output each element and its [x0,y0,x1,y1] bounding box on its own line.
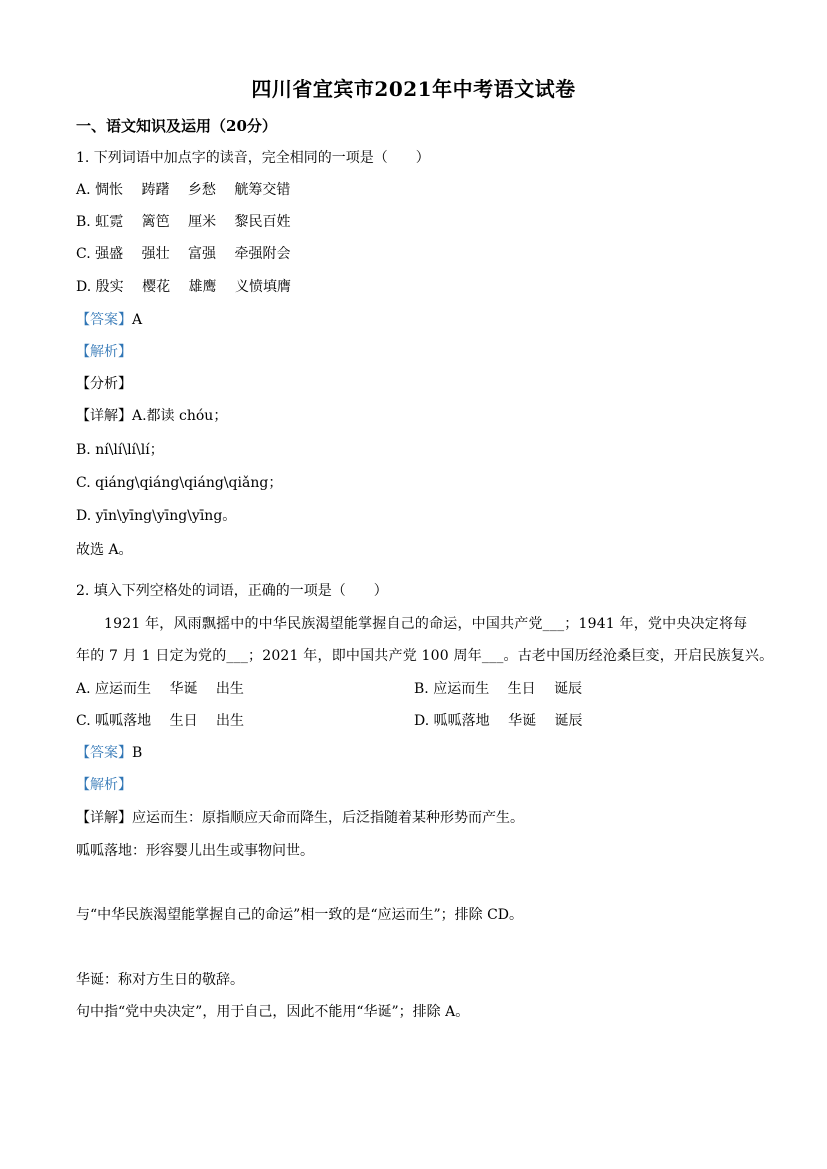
q1-detail-1: A.都读 chóu； [132,408,228,424]
document-title: 四川省宜宾市2021年中考语文试卷 [251,77,576,101]
q2-detail-line [76,808,524,828]
detail-tag: 【详解】 [76,408,132,424]
q2-detail-4: 华诞：称对方生日的敬辞。 [76,972,244,988]
q2-option-a: A. 应运而生 华诞 出生 [76,681,244,697]
q2-stem: 2. 填入下列空格处的词语，正确的一项是（ ） [76,583,388,599]
fenxi-tag: 【分析】 [76,376,132,392]
q1-detail-2: B. ní\lí\lí\lí； [76,442,164,458]
q1-option-c: C. 强盛 强壮 富强 牵强附会 [76,246,291,262]
answer-tag: 【答案】 [76,312,132,328]
q1-option-a: A. 惆怅 踌躇 乡愁 觥筹交错 [76,182,291,198]
q1-detail-4: D. yīn\yīng\yīng\yīng。 [76,508,237,524]
q2-option-b: B. 应运而生 生日 诞辰 [414,681,583,697]
detail-tag: 【详解】 [76,810,132,826]
q1-option-b: B. 虹霓 篱笆 厘米 黎民百姓 [76,214,291,230]
q2-option-d: D. 呱呱落地 华诞 诞辰 [414,713,583,729]
q2-detail-3: 与“中华民族渴望能掌握自己的命运”相一致的是“应运而生”；排除 CD。 [76,907,524,923]
q1-answer-line [76,310,142,330]
answer-tag: 【答案】 [76,745,132,761]
q2-option-c: C. 呱呱落地 生日 出生 [76,713,245,729]
q1-detail-line [76,406,227,426]
q2-passage-line-1: 1921 年，风雨飘摇中的中华民族渴望能掌握自己的命运，中国共产党___；1941 年，党中央决定将每 [104,616,748,632]
q2-answer-line [76,743,142,763]
analysis-tag: 【解析】 [76,777,132,793]
analysis-tag: 【解析】 [76,344,132,360]
answer-value: B [132,745,143,761]
q1-conclusion: 故选 A。 [76,542,133,558]
q1-stem: 1. 下列词语中加点字的读音，完全相同的一项是（ ） [76,150,430,166]
section-heading: 一、语文知识及运用（20分） [76,117,277,135]
q1-option-d: D. 殷实 樱花 雄鹰 义愤填膺 [76,279,291,295]
q2-passage-line-2: 年的 7 月 1 日定为党的___；2021 年，即中国共产党 100 周年___。古老中国历经沧桑巨变，开启民族复兴。 [76,648,774,664]
q2-detail-2: 呱呱落地：形容婴儿出生或事物问世。 [76,843,314,859]
q1-detail-3: C. qiáng\qiáng\qiáng\qiǎng； [76,475,283,491]
q2-detail-1: 应运而生：原指顺应天命而降生，后泛指随着某种形势而产生。 [132,810,524,826]
q2-detail-5: 句中指“党中央决定”，用于自己，因此不能用“华诞”；排除 A。 [76,1004,470,1020]
answer-value: A [132,312,143,328]
